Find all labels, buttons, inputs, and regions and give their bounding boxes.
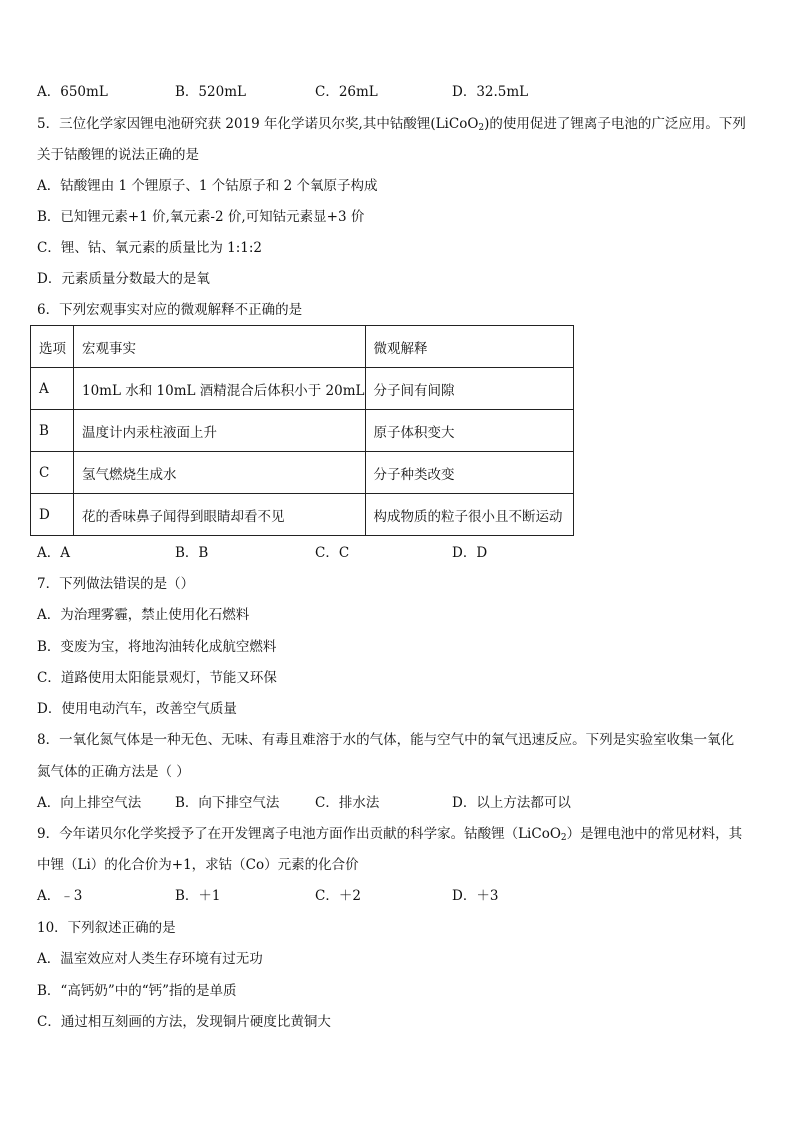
q10-option-b: B．“高钙奶”中的“钙”指的是单质: [37, 983, 237, 999]
q5-option-d: D．元素质量分数最大的是氧: [37, 271, 210, 287]
q5-stem-text-end: )的使用促进了锂离子电池的广泛应用。下列: [484, 116, 746, 132]
q10-option-c: C．通过相互刻画的方法，发现铜片硬度比黄铜大: [37, 1014, 331, 1030]
q10-stem: 10．下列叙述正确的是: [37, 920, 176, 936]
table-cell: 花的香味鼻子闻得到眼睛却看不见: [74, 494, 366, 536]
table-header-cell: 微观解释: [365, 326, 574, 368]
table-header-cell: 选项: [31, 326, 74, 368]
q6-option-d: D．D: [452, 545, 488, 561]
q7-stem: 7．下列做法错误的是（）: [37, 576, 195, 592]
table-row: [31, 452, 574, 494]
q9-option-a: A．﹣3: [37, 888, 83, 904]
table-cell: 原子体积变大: [365, 410, 574, 452]
q9-stem-line1: [37, 825, 742, 847]
q8-option-c: C．排水法: [315, 795, 380, 811]
table-cell: 氢气燃烧生成水: [74, 452, 366, 494]
q9-options: [37, 887, 737, 905]
q6-stem: 6．下列宏观事实对应的微观解释不正确的是: [37, 302, 303, 318]
q4-option-b: B．520mL: [175, 84, 246, 100]
q4-option-a: A．650mL: [37, 84, 108, 100]
q5-option-b: B．已知锂元素+1 价,氧元素-2 价,可知钴元素显+3 价: [37, 209, 365, 225]
q7-option-d: D．使用电动汽车，改善空气质量: [37, 701, 237, 717]
q9-stem-text: 9．今年诺贝尔化学奖授予了在开发锂离子电池方面作出贡献的科学家。钴酸锂（LiCoO: [37, 826, 561, 842]
q7-option-a: A．为治理雾霾，禁止使用化石燃料: [37, 607, 250, 623]
q6-option-c: C．C: [315, 545, 350, 561]
table-cell: 分子种类改变: [365, 452, 574, 494]
q5-stem-line2: 关于钴酸锂的说法正确的是: [37, 147, 199, 163]
table-row: [31, 494, 574, 536]
table-cell: A: [31, 368, 74, 410]
q5-stem-text: 5．三位化学家因锂电池研究获 2019 年化学诺贝尔奖,其中钴酸锂(LiCoO: [37, 116, 479, 132]
q9-subscript: 2: [560, 833, 567, 843]
table-cell: B: [31, 410, 74, 452]
q6-option-a: A．A: [37, 545, 70, 561]
q9-option-d: D．＋3: [452, 888, 499, 904]
q5-option-a: A．钴酸锂由 1 个锂原子、1 个钴原子和 2 个氧原子构成: [37, 178, 378, 194]
table-header-cell: 宏观事实: [74, 326, 366, 368]
q6-table: [30, 325, 574, 536]
q4-option-d: D．32.5mL: [452, 84, 529, 100]
q8-options: [37, 794, 737, 812]
table-cell: C: [31, 452, 74, 494]
q8-option-a: A．向上排空气法: [37, 795, 142, 811]
q5-stem-line1: [37, 115, 746, 137]
q9-stem-text-end: ）是锂电池中的常见材料，其: [566, 826, 743, 842]
table-cell: 构成物质的粒子很小且不断运动: [365, 494, 574, 536]
q4-option-c: C．26mL: [315, 84, 378, 100]
q7-option-c: C．道路使用太阳能景观灯，节能又环保: [37, 670, 277, 686]
q6-options: [37, 544, 737, 562]
table-cell: 10mL 水和 10mL 酒精混合后体积小于 20mL: [74, 368, 366, 410]
q5-option-c: C．锂、钴、氧元素的质量比为 1:1:2: [37, 240, 262, 256]
q8-option-b: B．向下排空气法: [175, 795, 280, 811]
q7-option-b: B．变废为宝，将地沟油转化成航空燃料: [37, 639, 277, 655]
q6-option-b: B．B: [175, 545, 209, 561]
q4-options: [37, 83, 737, 101]
q8-stem-line2: 氮气体的正确方法是（ ）: [37, 764, 190, 780]
q9-option-c: C．＋2: [315, 888, 361, 904]
q9-option-b: B．＋1: [175, 888, 221, 904]
q9-stem-line2: 中锂（Li）的化合价为+1，求钴（Co）元素的化合价: [37, 857, 359, 873]
q5-subscript: 2: [478, 123, 485, 133]
table-cell: 分子间有间隙: [365, 368, 574, 410]
table-row: [31, 368, 574, 410]
table-row: [31, 410, 574, 452]
table-cell: D: [31, 494, 74, 536]
table-header-row: [31, 326, 574, 368]
q8-option-d: D．以上方法都可以: [452, 795, 571, 811]
table-cell: 温度计内汞柱液面上升: [74, 410, 366, 452]
q10-option-a: A．温室效应对人类生存环境有过无功: [37, 951, 263, 967]
q8-stem-line1: 8．一氧化氮气体是一种无色、无味、有毒且难溶于水的气体，能与空气中的氧气迅速反应。下列是实验室收集一氧化: [37, 732, 735, 748]
